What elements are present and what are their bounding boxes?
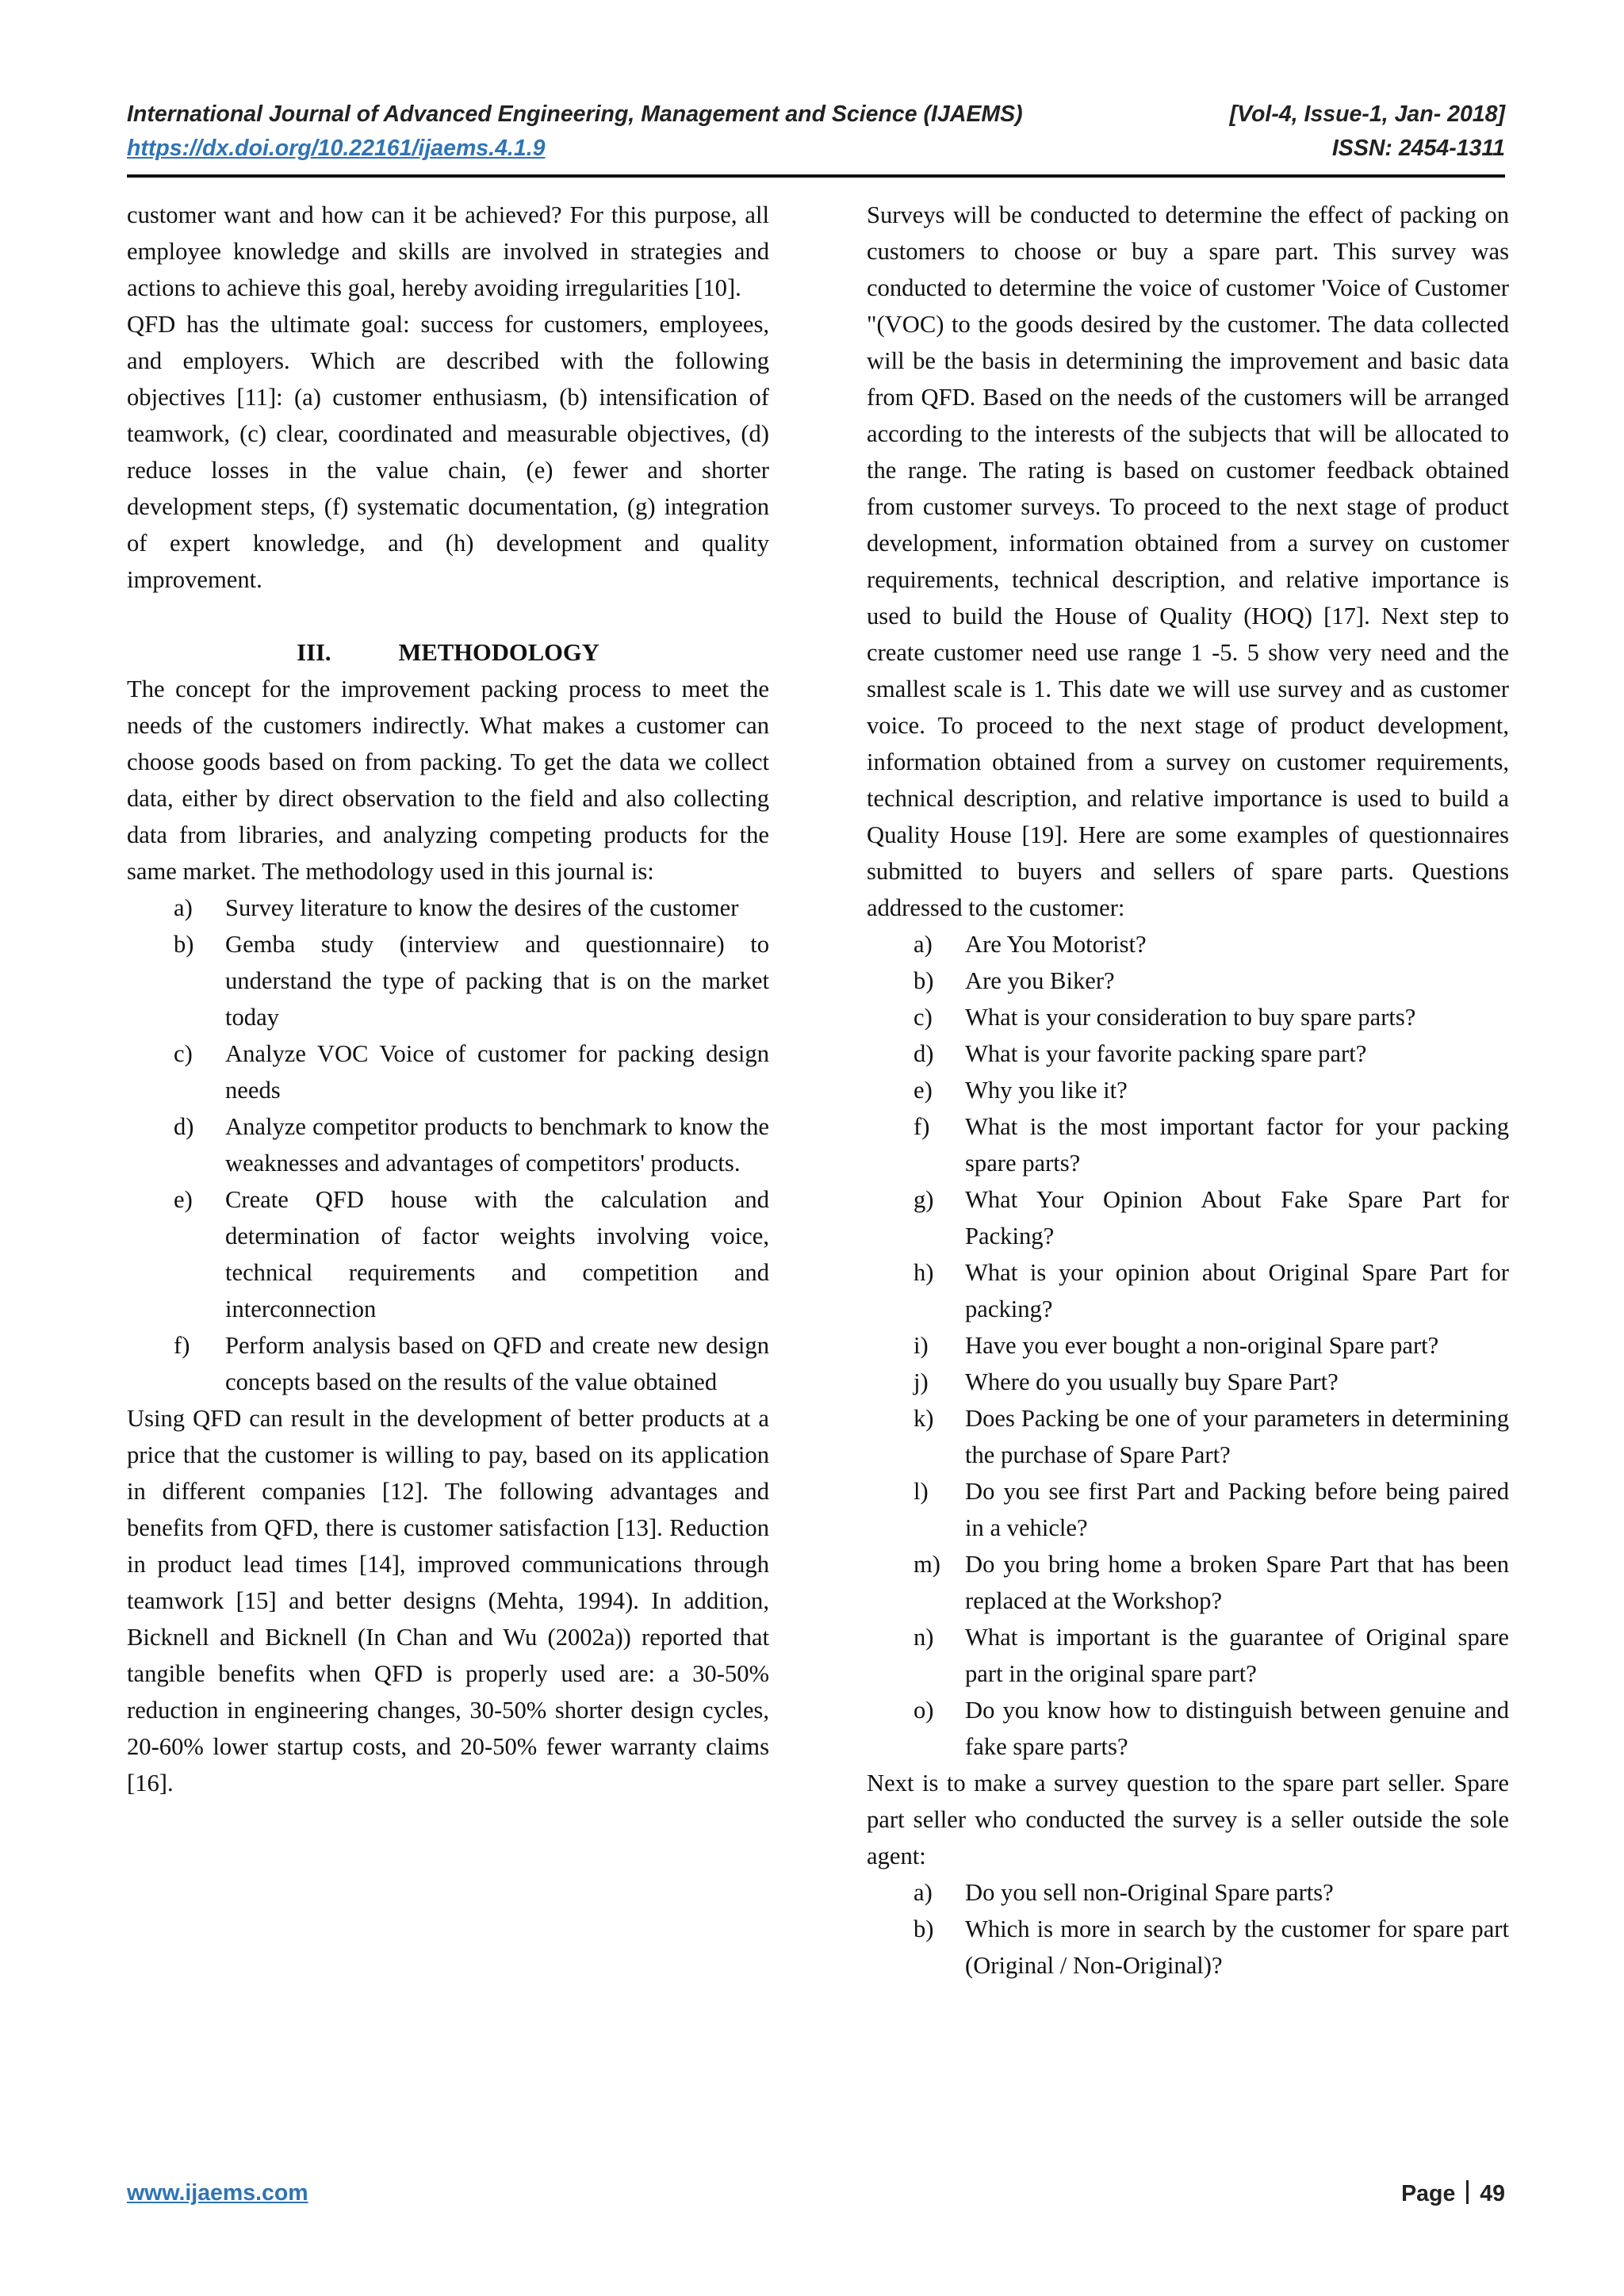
list-item-text: What is your consideration to buy spare parts? [965, 1004, 1416, 1031]
list-item-text: Do you sell non-Original Spare parts? [965, 1879, 1334, 1906]
right-paragraph-1: Surveys will be conducted to determine the effect of packing on customers to choose or buy a spare part. This survey was conducted to determine the voice of customer 'Voice of Customer "(VOC) to the goods desired by the customer. The data collected will be the basis in determining the improvement and basic data from QFD. Based on the needs of the customers will be arranged according to the interests of the subjects that will be allocated to the range. The rating is based on customer feedback obtained from customer surveys. To proceed to the next stage of product development, information obtained from a survey on customer requirements, technical description, and relative importance is used to build the House of Quality (HOQ) [17]. Next step to create customer need use range 1 -5. 5 show very need and the smallest scale is 1. This date we will use survey and as customer voice. To proceed to the next stage of product development, information obtained from a survey on customer requirements, technical description, and relative importance is used to build a Quality House [19]. Here are some examples of questionnaires submitted to buyers and sellers of spare parts. Questions addressed to the customer: [867, 201, 1509, 921]
list-marker: o) [914, 1697, 934, 1724]
list-item-text: Where do you usually buy Spare Part? [965, 1368, 1339, 1395]
list-marker: a) [174, 894, 193, 921]
list-marker: l) [914, 1478, 929, 1505]
list-marker: n) [914, 1624, 934, 1651]
list-item-text: Do you bring home a broken Spare Part that has been replaced at the Workshop? [965, 1551, 1509, 1614]
list-marker: j) [914, 1368, 929, 1395]
list-marker: g) [914, 1186, 934, 1213]
list-marker: a) [914, 931, 933, 958]
section-number: III. [297, 639, 331, 666]
section-title: METHODOLOGY [398, 639, 599, 666]
list-item-text: Analyze competitor products to benchmark to know the weaknesses and advantages of competitors' products. [225, 1113, 769, 1177]
left-paragraph-2: QFD has the ultimate goal: success for customers, employees, and employers. Which are described with the following objectives [11]: (a) customer enthusiasm, (b) intensification of teamwork, (c) clear, coordinated and measurable objectives, (d) reduce losses in the value chain, (e) fewer and shorter development steps, (f) systematic documentation, (g) integration of expert knowledge, and (h) development and quality improvement. [127, 311, 769, 593]
left-paragraph-3: The concept for the improvement packing process to meet the needs of the customers indirectly. What makes a customer can choose goods based on from packing. To get the data we collect data, either by direct observation to the field and also collecting data from libraries, and analyzing competing products for the same market. The methodology used in this journal is: [127, 675, 769, 885]
volume-issue: [Vol-4, Issue-1, Jan- 2018] [1229, 101, 1505, 127]
list-item [867, 1035, 1509, 1072]
left-column [127, 197, 769, 1801]
running-header-top [127, 101, 1505, 133]
list-item [127, 890, 769, 926]
list-item [867, 1692, 1509, 1765]
list-marker: h) [914, 1259, 934, 1286]
methodology-list [127, 890, 769, 1400]
page-footer [127, 2180, 1505, 2215]
list-item [867, 1254, 1509, 1327]
list-marker: d) [174, 1113, 194, 1140]
left-paragraph-4: Using QFD can result in the development of better products at a price that the customer is willing to pay, based on its application in different companies [12]. The following advantages and benefits from QFD, there is customer satisfaction [13]. Reduction in product lead times [14], improved communications through teamwork [15] and better designs (Mehta, 1994). In addition, Bicknell and Bicknell (In Chan and Wu (2002a)) reported that tangible benefits when QFD is properly used are: a 30-50% reduction in engineering changes, 30-50% shorter design cycles, 20-60% lower startup costs, and 20-50% fewer warranty claims [16]. [127, 1405, 769, 1797]
list-item-text: Have you ever bought a non-original Spare part? [965, 1332, 1439, 1359]
doi-link[interactable]: https://dx.doi.org/10.22161/ijaems.4.1.9 [127, 136, 546, 161]
left-paragraph-1: customer want and how can it be achieved? For this purpose, all employee knowledge and skills are involved in strategies and actions to achieve this goal, hereby avoiding irregularities [10]. [127, 201, 769, 301]
list-item-text: Does Packing be one of your parameters in determining the purchase of Spare Part? [965, 1405, 1509, 1468]
list-item-text: What is important is the guarantee of Original spare part in the original spare part? [965, 1624, 1509, 1687]
list-item-text: Gemba study (interview and questionnaire) to understand the type of packing that is on the market today [225, 931, 769, 1031]
list-marker: f) [174, 1332, 190, 1359]
list-marker: f) [914, 1113, 930, 1140]
list-item [867, 962, 1509, 999]
list-item [867, 1874, 1509, 1911]
list-item-text: Do you know how to distinguish between genuine and fake spare parts? [965, 1697, 1509, 1760]
page-number-block [1401, 2180, 1505, 2207]
list-item [867, 1911, 1509, 1984]
page-separator [1466, 2180, 1469, 2204]
list-item [867, 1364, 1509, 1400]
list-marker: c) [174, 1040, 193, 1067]
list-item-text: Create QFD house with the calculation and determination of factor weights involving voice, technical requirements and competition and interconnection [225, 1186, 769, 1322]
list-item-text: Analyze VOC Voice of customer for packing design needs [225, 1040, 769, 1104]
issn: ISSN: 2454-1311 [1331, 136, 1505, 161]
list-item [867, 1327, 1509, 1364]
list-item [867, 1072, 1509, 1108]
page-label: Page [1401, 2181, 1456, 2206]
list-item-text: What is your favorite packing spare part? [965, 1040, 1367, 1067]
list-marker: b) [914, 1915, 934, 1942]
list-item-text: What is the most important factor for your packing spare parts? [965, 1113, 1509, 1177]
list-item [867, 1619, 1509, 1692]
list-item [867, 999, 1509, 1035]
list-item [867, 1473, 1509, 1546]
list-marker: b) [174, 931, 194, 958]
journal-title: International Journal of Advanced Engineering, Management and Science (IJAEMS) [127, 101, 1023, 127]
list-item-text: Survey literature to know the desires of the customer [225, 894, 739, 921]
page-number: 49 [1480, 2181, 1505, 2206]
list-marker: d) [914, 1040, 934, 1067]
list-item [127, 926, 769, 1035]
list-item-text: What Your Opinion About Fake Spare Part for Packing? [965, 1186, 1509, 1249]
list-item [867, 1108, 1509, 1181]
list-marker: e) [914, 1077, 933, 1104]
list-item [867, 1181, 1509, 1254]
list-item-text: Which is more in search by the customer for spare part (Original / Non-Original)? [965, 1915, 1509, 1979]
running-header-bottom [127, 136, 1505, 167]
list-item-text: What is your opinion about Original Spare Part for packing? [965, 1259, 1509, 1322]
list-item-text: Why you like it? [965, 1077, 1128, 1104]
website-link[interactable]: www.ijaems.com [127, 2180, 308, 2206]
right-column [867, 197, 1509, 1984]
list-marker: c) [914, 1004, 933, 1031]
header-rule [127, 174, 1505, 178]
list-item [867, 926, 1509, 962]
list-marker: a) [914, 1879, 933, 1906]
section-heading-methodology [127, 634, 769, 671]
list-marker: e) [174, 1186, 193, 1213]
list-marker: b) [914, 967, 934, 994]
list-marker: i) [914, 1332, 929, 1359]
list-item-text: Perform analysis based on QFD and create new design concepts based on the results of the value obtained [225, 1332, 769, 1395]
list-item [127, 1108, 769, 1181]
list-item [127, 1181, 769, 1327]
list-item-text: Are You Motorist? [965, 931, 1147, 958]
list-item [867, 1546, 1509, 1619]
list-item [127, 1035, 769, 1108]
list-item [127, 1327, 769, 1400]
list-item-text: Are you Biker? [965, 967, 1115, 994]
seller-questions-list [867, 1874, 1509, 1984]
list-item-text: Do you see first Part and Packing before being paired in a vehicle? [965, 1478, 1509, 1541]
right-paragraph-2: Next is to make a survey question to the spare part seller. Spare part seller who conducted the survey is a seller outside the sole agent: [867, 1770, 1509, 1869]
list-marker: m) [914, 1551, 940, 1578]
list-marker: k) [914, 1405, 934, 1432]
customer-questions-list [867, 926, 1509, 1765]
list-item [867, 1400, 1509, 1473]
